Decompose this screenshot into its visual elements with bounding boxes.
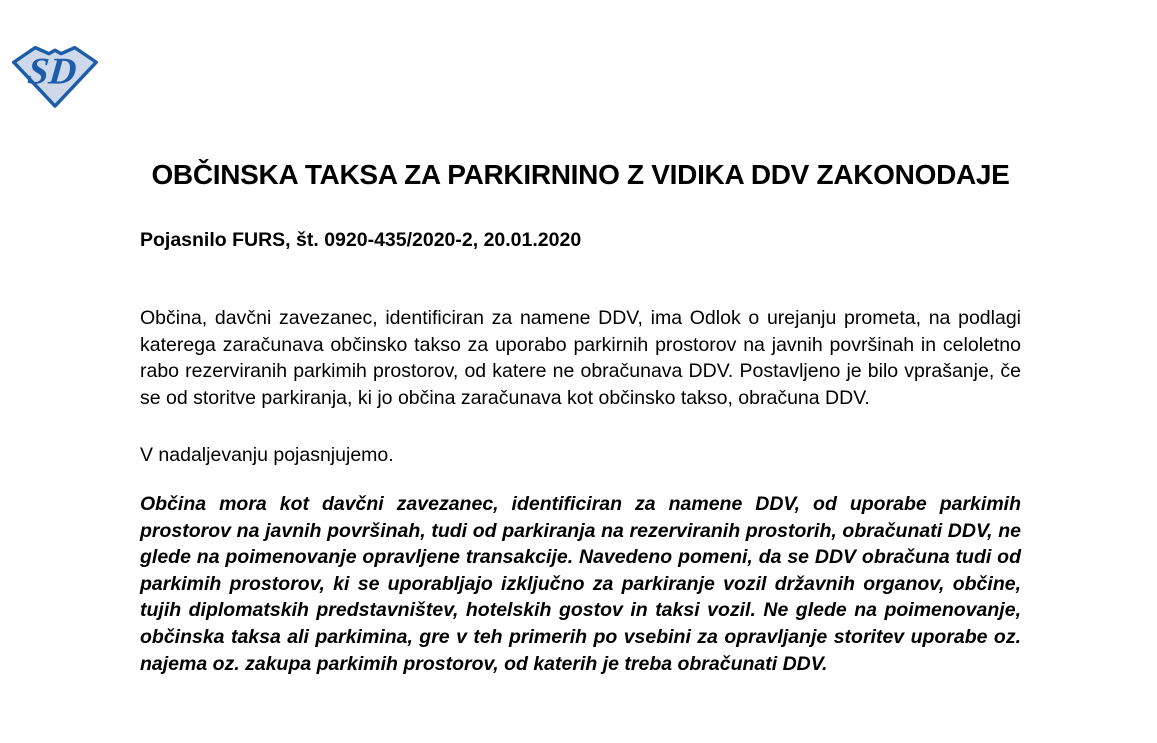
logo-letters: SD	[25, 50, 79, 93]
paragraph-conclusion: Občina mora kot davčni zavezanec, identificiran za namene DDV, od uporabe parkimih prostorov na javnih površinah, tudi od parkiranja na rezerviranih prostorih, obračunati DDV, ne glede na poimenovanje opravljene transakcije. Navedeno pomeni, da se DDV obračuna tudi od parkimih prostorov, ki se uporabljajo izključno za parkiranje vozil državnih organov, občine, tujih diplomatskih predstavništev, hotelskih gostov in taksi vozil. Ne glede na poimenovanje, občinska taksa ali parkimina, gre v teh primerih po vsebini za opravljanje storitev uporabe oz. najema oz. zakupa parkimih prostorov, od katerih je treba obračunati DDV.	[140, 492, 1021, 675]
paragraph-note: V nadaljevanju pojasnjujemo.	[140, 444, 394, 467]
document-content	[140, 0, 1021, 677]
document-subtitle: Pojasnilo FURS, št. 0920-435/2020-2, 20.01.2020	[140, 229, 582, 251]
paragraph-intro: Občina, davčni zavezanec, identificiran za namene DDV, ima Odlok o urejanju prometa, na podlagi katerega zaračunava občinsko takso za uporabo parkirnih prostorov na javnih površinah in celoletno rabo rezerviranih parkimih prostorov, od katere ne obračunava DDV. Postavljeno je bilo vprašanje, če se od storitve parkiranja, ki jo občina zaračunava kot občinsko takso, obračuna DDV.	[140, 307, 1021, 409]
document-title: OBČINSKA TAKSA ZA PARKIRNINO Z VIDIKA DDV ZAKONODAJE	[151, 159, 1010, 190]
sd-diamond-logo-icon	[12, 44, 98, 108]
